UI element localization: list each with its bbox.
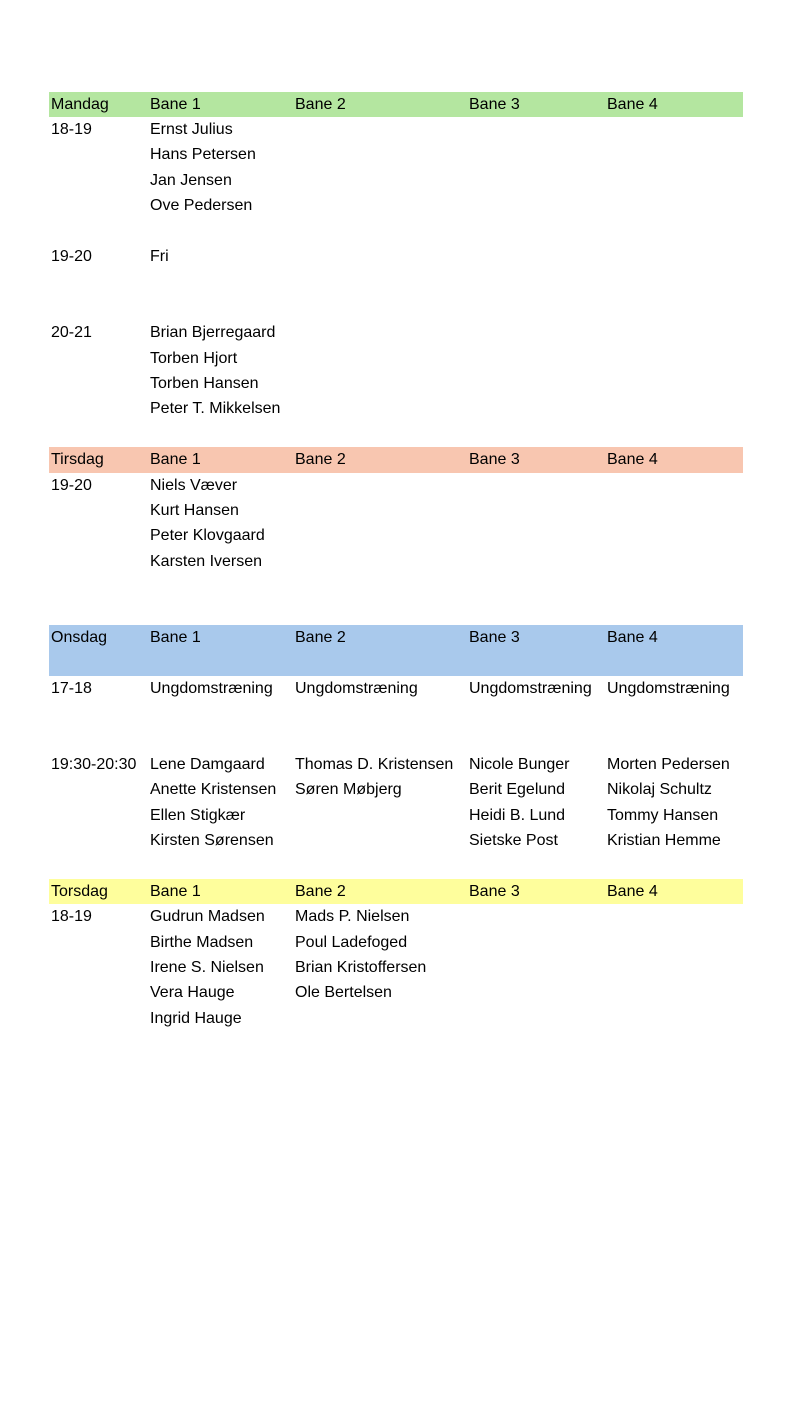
table-row xyxy=(49,777,743,802)
table-row xyxy=(49,498,743,523)
player-name: Birthe Madsen xyxy=(150,933,254,951)
player-name: Brian Kristoffersen xyxy=(295,958,427,976)
table-row xyxy=(49,523,743,548)
table-row xyxy=(49,803,743,828)
court-header: Bane 2 xyxy=(295,628,346,646)
player-name: Irene S. Nielsen xyxy=(150,958,264,976)
day-name: Mandag xyxy=(51,95,109,113)
player-name: Kurt Hansen xyxy=(150,501,239,519)
player-name: Sietske Post xyxy=(469,831,558,849)
time-slot: 18-19 xyxy=(51,908,92,926)
court-header: Bane 3 xyxy=(469,451,520,469)
player-name: Nicole Bunger xyxy=(469,755,570,773)
day-header-row xyxy=(49,447,743,472)
court-header: Bane 1 xyxy=(150,628,201,646)
player-name: Vera Hauge xyxy=(150,984,235,1002)
day-block-tirsdag xyxy=(49,447,743,570)
court-header: Bane 3 xyxy=(469,882,520,900)
table-row xyxy=(49,930,743,955)
player-name: Kristian Hemme xyxy=(607,831,721,849)
player-name: Jan Jensen xyxy=(150,171,232,189)
day-name: Torsdag xyxy=(51,882,108,900)
day-name: Onsdag xyxy=(51,628,108,646)
time-slot: 19:30-20:30 xyxy=(51,755,137,773)
player-name: Heidi B. Lund xyxy=(469,806,566,824)
table-row xyxy=(49,473,743,498)
table-row xyxy=(49,549,743,574)
court-header: Bane 4 xyxy=(607,451,658,469)
table-row xyxy=(49,980,743,1005)
table-row xyxy=(49,346,743,371)
time-slot: 20-21 xyxy=(51,324,92,342)
player-name: Ungdomstræning xyxy=(469,679,592,697)
player-name: Ove Pedersen xyxy=(150,197,253,215)
player-name: Karsten Iversen xyxy=(150,552,263,570)
player-name: Ernst Julius xyxy=(150,120,233,138)
court-header: Bane 3 xyxy=(469,628,520,646)
table-row xyxy=(49,904,743,929)
player-name: Torben Hjort xyxy=(150,349,238,367)
table-row xyxy=(49,244,743,269)
player-name: Nikolaj Schultz xyxy=(607,781,712,799)
time-slot: 19-20 xyxy=(51,247,92,265)
table-row xyxy=(49,752,743,777)
player-name: Kirsten Sørensen xyxy=(150,831,274,849)
court-header: Bane 3 xyxy=(469,95,520,113)
player-name: Gudrun Madsen xyxy=(150,908,265,926)
player-name: Ole Bertelsen xyxy=(295,984,392,1002)
table-row xyxy=(49,142,743,167)
day-block-torsdag xyxy=(49,879,743,1027)
table-row xyxy=(49,168,743,193)
table-row xyxy=(49,396,743,421)
player-name: Hans Petersen xyxy=(150,146,256,164)
player-name: Niels Væver xyxy=(150,476,238,494)
court-header: Bane 1 xyxy=(150,451,201,469)
player-name: Torben Hansen xyxy=(150,374,259,392)
player-name: Peter Klovgaard xyxy=(150,527,265,545)
time-slot: 19-20 xyxy=(51,476,92,494)
court-header: Bane 1 xyxy=(150,882,201,900)
day-block-mandag xyxy=(49,92,743,418)
player-name: Lene Damgaard xyxy=(150,755,265,773)
court-header: Bane 2 xyxy=(295,882,346,900)
table-row xyxy=(49,193,743,218)
player-name: Ungdomstræning xyxy=(150,679,273,697)
player-name: Berit Egelund xyxy=(469,781,566,799)
player-name: Brian Bjerregaard xyxy=(150,324,276,342)
court-header: Bane 2 xyxy=(295,451,346,469)
day-header-row xyxy=(49,92,743,117)
player-name: Peter T. Mikkelsen xyxy=(150,400,281,418)
table-row xyxy=(49,955,743,980)
day-name: Tirsdag xyxy=(51,451,104,469)
time-slot: 18-19 xyxy=(51,120,92,138)
player-name: Mads P. Nielsen xyxy=(295,908,410,926)
day-header-row xyxy=(49,625,743,676)
day-block-onsdag xyxy=(49,625,743,849)
day-header-row xyxy=(49,879,743,904)
court-header: Bane 2 xyxy=(295,95,346,113)
player-name: Fri xyxy=(150,247,169,265)
player-name: Ungdomstræning xyxy=(607,679,730,697)
player-name: Ungdomstræning xyxy=(295,679,418,697)
court-header: Bane 4 xyxy=(607,882,658,900)
player-name: Thomas D. Kristensen xyxy=(295,755,454,773)
table-row xyxy=(49,676,743,701)
player-name: Anette Kristensen xyxy=(150,781,277,799)
court-header: Bane 4 xyxy=(607,95,658,113)
player-name: Poul Ladefoged xyxy=(295,933,408,951)
table-row xyxy=(49,1006,743,1031)
court-header: Bane 4 xyxy=(607,628,658,646)
player-name: Ingrid Hauge xyxy=(150,1009,242,1027)
player-name: Ellen Stigkær xyxy=(150,806,246,824)
player-name: Morten Pedersen xyxy=(607,755,730,773)
table-row xyxy=(49,117,743,142)
player-name: Søren Møbjerg xyxy=(295,781,402,799)
player-name: Tommy Hansen xyxy=(607,806,719,824)
table-row xyxy=(49,371,743,396)
table-row xyxy=(49,320,743,345)
table-row xyxy=(49,828,743,853)
time-slot: 17-18 xyxy=(51,679,92,697)
court-header: Bane 1 xyxy=(150,95,201,113)
